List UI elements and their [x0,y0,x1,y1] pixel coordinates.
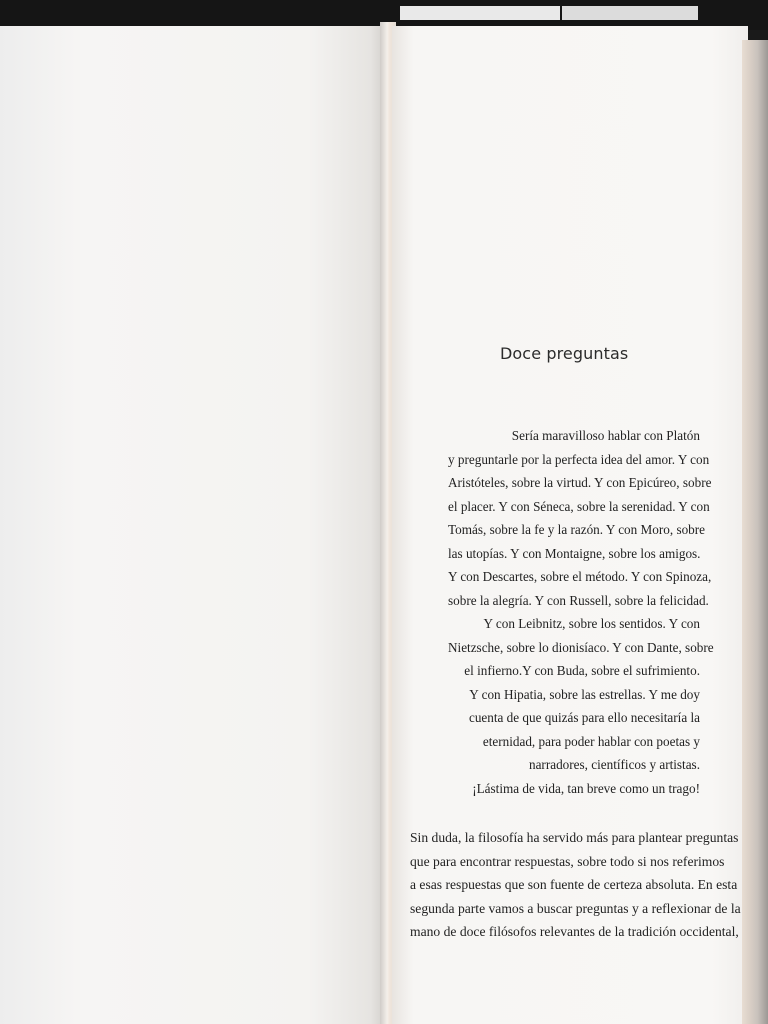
body-line: segunda parte vamos a buscar preguntas y a reflexionar de la [410,900,741,916]
epigraph-line: las utopías. Y con Montaigne, sobre los amigos. [448,545,701,561]
epigraph-line: narradores, científicos y artistas. [528,757,700,772]
epigraph-line: eternidad, para poder hablar con poetas y [482,733,700,749]
scanner-strip [400,6,560,20]
page-stack-edge [742,40,768,1024]
epigraph-line: y preguntarle por la perfecta idea del amor. Y con [448,451,710,467]
epigraph-line: ¡Lástima de vida, tan breve como un trago! [472,780,700,796]
epigraph-line: cuenta de que quizás para ello necesitaría la [468,710,700,725]
body-line: mano de doce filósofos relevantes de la tradición occidental, [410,924,739,939]
epigraph-line: Tomás, sobre la fe y la razón. Y con Moro, sobre [448,522,706,537]
epigraph-line: Y con Hipatia, sobre las estrellas. Y me doy [469,686,700,702]
epigraph-line: Nietzsche, sobre lo dionisíaco. Y con Dante, sobre [448,639,714,655]
chapter-title: Doce preguntas [500,344,629,363]
body-line: que para encontrar respuestas, sobre todo si nos referimos [410,853,725,869]
body-paragraph [410,826,741,944]
body-line: a esas respuestas que son fuente de certeza absoluta. En esta [410,877,738,892]
epigraph-line: Aristóteles, sobre la virtud. Y con Epicúreo, sobre [448,475,712,490]
epigraph-line: sobre la alegría. Y con Russell, sobre la felicidad. [448,592,709,608]
epigraph-line: el infierno.Y con Buda, sobre el sufrimiento. [464,663,700,678]
epigraph [448,424,714,800]
epigraph-line: el placer. Y con Séneca, sobre la serenidad. Y con [448,498,710,514]
left-page-blank [0,26,386,1024]
body-line: Sin duda, la filosofía ha servido más para plantear preguntas [410,830,739,845]
epigraph-line: Y con Leibnitz, sobre los sentidos. Y con [483,616,700,631]
scanner-strip [562,6,698,20]
epigraph-line: Y con Descartes, sobre el método. Y con Spinoza, [448,569,712,584]
epigraph-line: Sería maravilloso hablar con Platón [511,428,700,443]
